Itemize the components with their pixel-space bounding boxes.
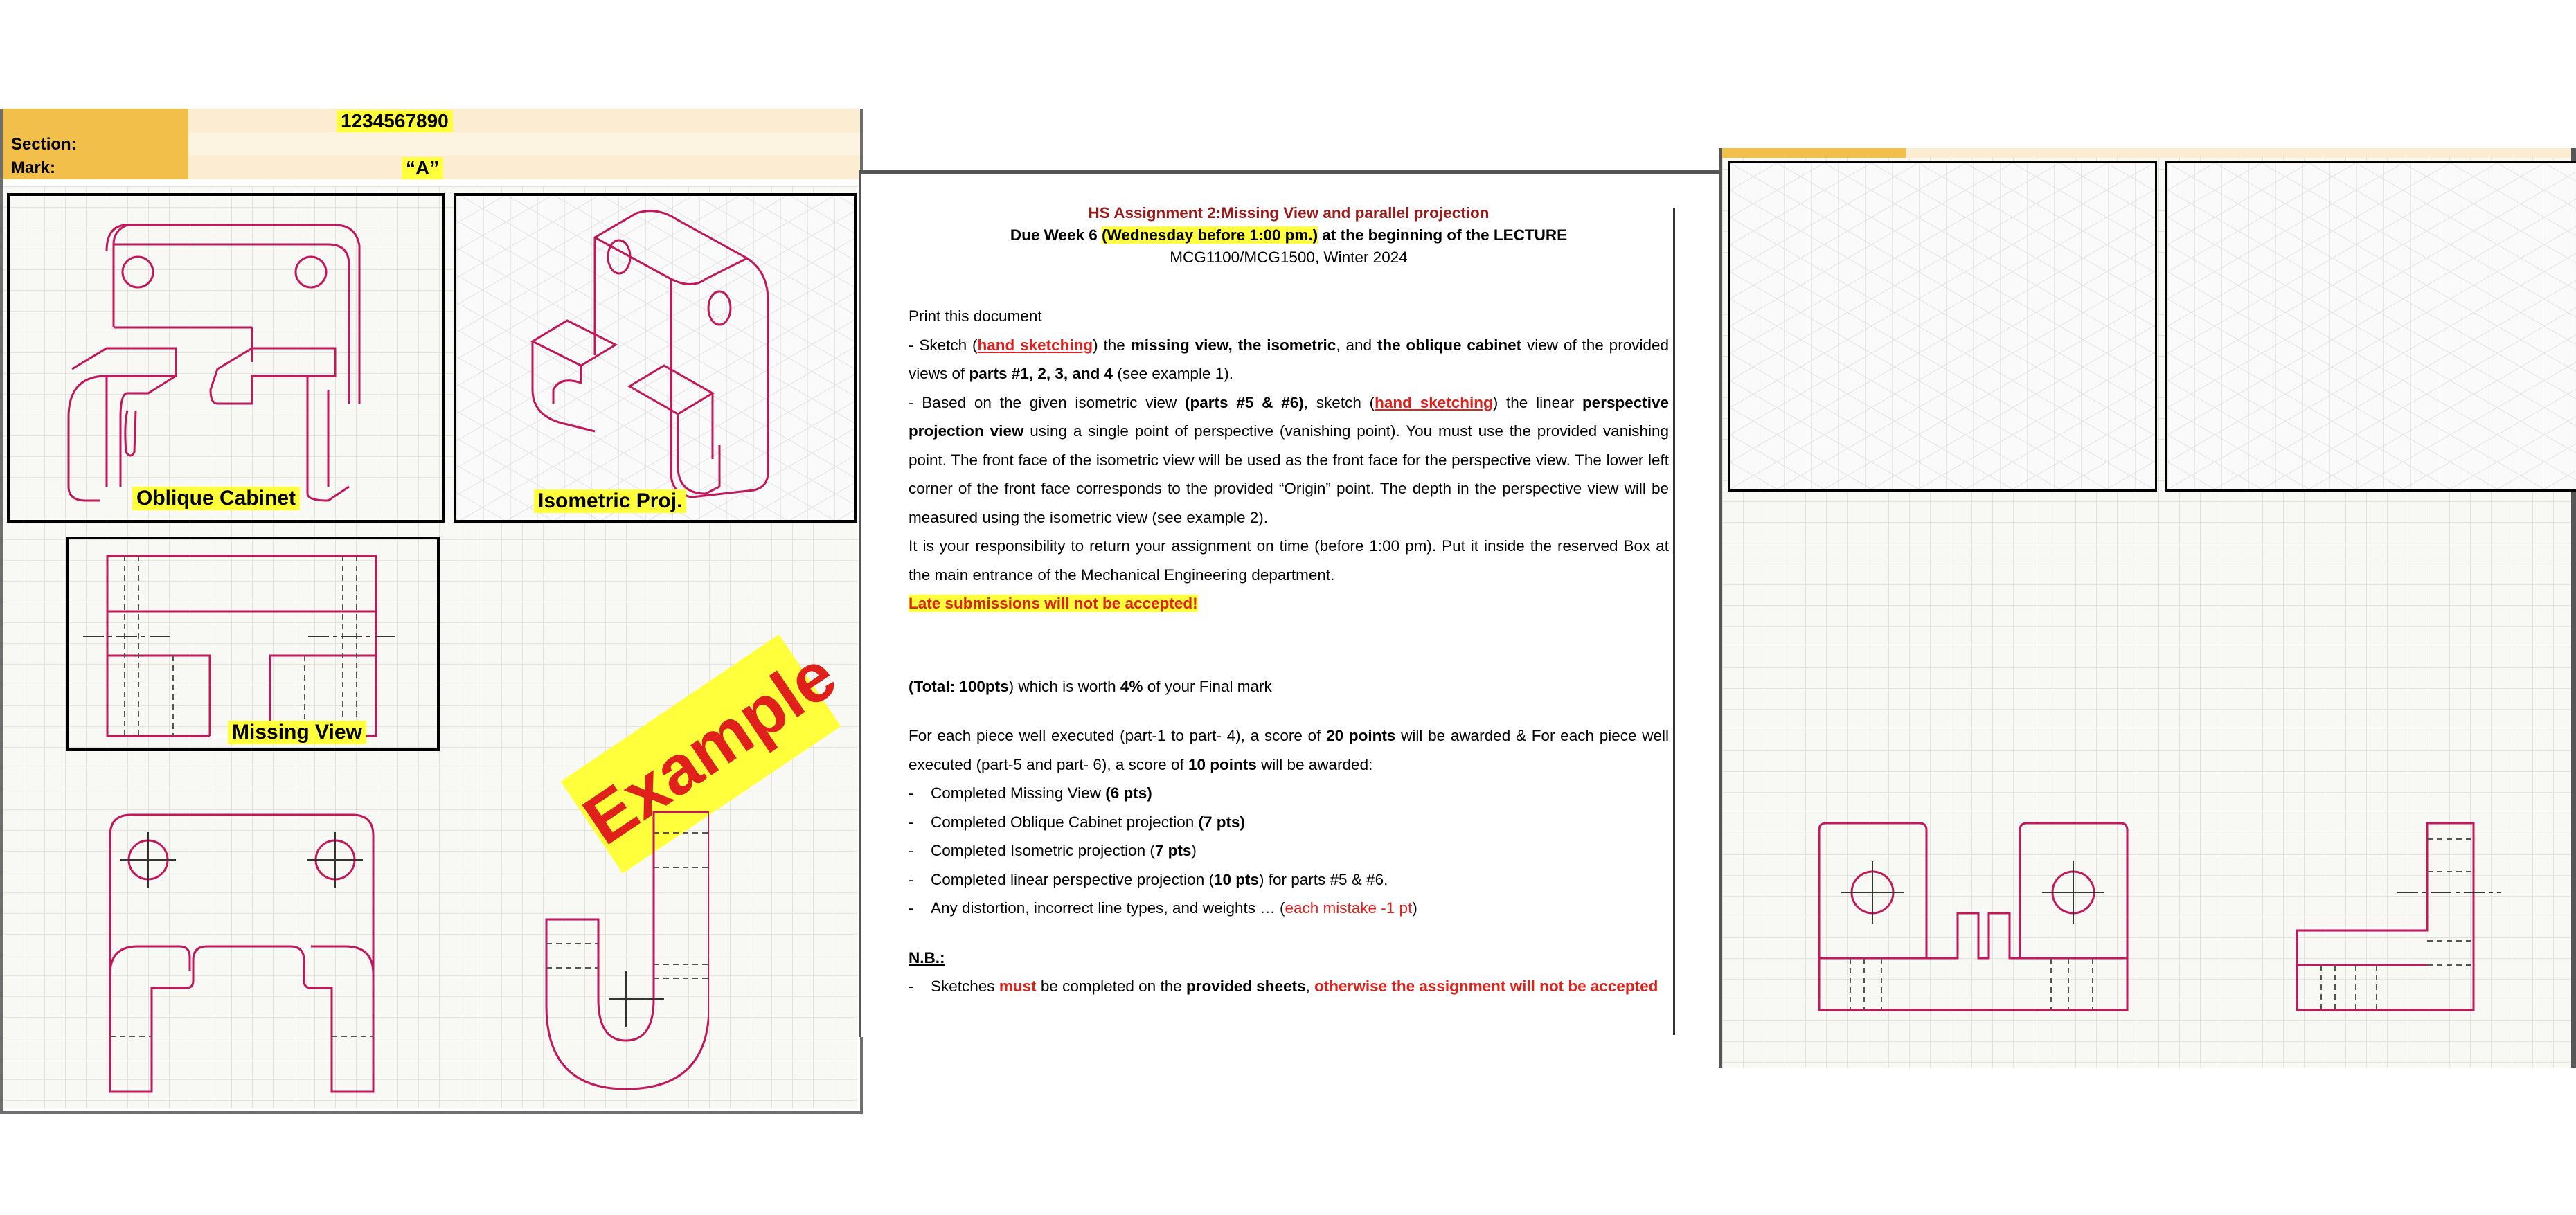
list-item: - Completed Isometric projection (7 pts): [909, 836, 1669, 865]
section-label: Section:: [11, 135, 77, 154]
print-instruction: Print this document: [909, 307, 1042, 325]
student-id: 1234567890: [337, 110, 453, 132]
hand-sketching-link[interactable]: hand sketching: [977, 336, 1093, 354]
isometric-label: Isometric Proj.: [534, 489, 686, 513]
answer-header-bar: [1722, 148, 2576, 158]
instruction-sketch: - Sketch (hand sketching) the missing view, the isometric, and the oblique cabinet view of the provided views of parts #1, 2, 3, and 4 (see example 1).: [909, 336, 1669, 382]
answer-side-view: [2293, 820, 2557, 1027]
instructions-sheet: [859, 170, 1721, 1037]
answer-front-view: [1816, 820, 2134, 1027]
oblique-view-box: [7, 193, 445, 523]
answer-box-right: [2165, 161, 2576, 492]
nb-heading: N.B.:: [909, 948, 945, 966]
mark-label: Mark:: [11, 159, 56, 177]
list-item: - Any distortion, incorrect line types, and weights … (each mistake -1 pt): [909, 894, 1669, 923]
answer-box-left: [1728, 161, 2157, 492]
list-item: - Completed linear perspective projection (10 pts) for parts #5 & #6.: [909, 865, 1669, 894]
due-highlight: (Wednesday before 1:00 pm.): [1102, 226, 1318, 244]
course-line: MCG1100/MCG1500, Winter 2024: [1170, 249, 1408, 266]
instruction-perspective: - Based on the given isometric view (parts #5 & #6), sketch (hand sketching) the linear perspective projection view using a single point of perspective (vanishing point). You must use the provided vanishing point. The front face of the isometric view will be used as the front face for the perspective view. The lower left corner of the front face corresponds to the provided “Origin” point. The depth in the perspective view will be measured using the isometric view (see example 2).: [909, 393, 1670, 526]
part-front-view: [103, 808, 380, 1099]
header-mark-row: [3, 156, 860, 179]
hand-sketching-link-2[interactable]: hand sketching: [1375, 393, 1493, 411]
header-section-row: [3, 132, 860, 156]
header-id-row: [3, 109, 860, 132]
oblique-drawing: [10, 196, 442, 520]
list-item: - Completed Missing View (6 pts): [909, 779, 1669, 808]
missing-view-box: [66, 537, 440, 751]
due-line: Due Week 6 (Wednesday before 1:00 pm.) at the beginning of the LECTURE: [1010, 226, 1568, 244]
nb-item: - Sketches must be completed on the provided sheets, otherwise the assignment will not be accepted: [909, 972, 1669, 1001]
answer-sheet: [1719, 148, 2576, 1068]
mark-value: “A”: [402, 157, 443, 179]
missing-view-drawing: [69, 539, 437, 748]
example-sheet: [0, 109, 863, 1114]
instructions-body: [909, 202, 1669, 1001]
isometric-drawing: [456, 196, 854, 520]
instructions-right-border: [1673, 208, 1675, 1035]
isometric-view-box: [454, 193, 857, 523]
responsibility-note: It is your responsibility to return your assignment on time (before 1:00 pm). Put it inside the reserved Box at the main entrance of the Mechanical Engineering department.: [909, 537, 1669, 584]
example-stamp-text: Example: [570, 636, 850, 860]
scoring-text: For each piece well executed (part-1 to part- 4), a score of 20 points will be awarded & For each piece well executed (part-5 and part- 6), a score of 10 points will be awarded:: [909, 727, 1669, 773]
late-warning: Late submissions will not be accepted!: [909, 595, 1198, 612]
total-line: (Total: 100pts) which is worth 4% of your Final mark: [909, 677, 1272, 695]
missing-view-label: Missing View: [228, 721, 366, 744]
list-item: - Completed Oblique Cabinet projection (7 pts): [909, 808, 1669, 837]
part-side-view: [543, 805, 709, 1096]
oblique-label: Oblique Cabinet: [132, 487, 300, 510]
assignment-title: HS Assignment 2:Missing View and parallel projection: [1088, 204, 1490, 222]
